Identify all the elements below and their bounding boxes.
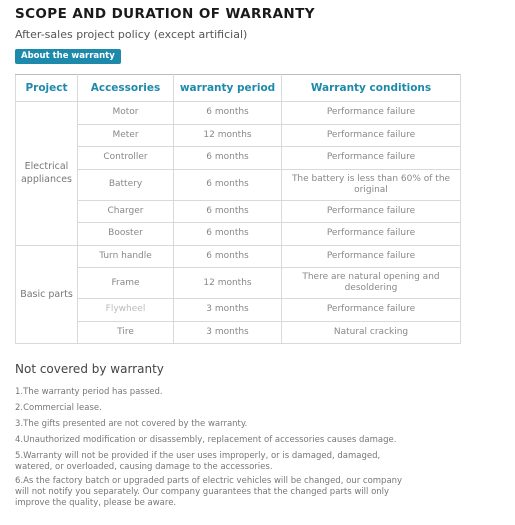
condition-cell: Performance failure xyxy=(282,223,461,246)
condition-cell: The battery is less than 60% of the original xyxy=(282,169,461,200)
list-item: 4.Unauthorized modification or disassembly, replacement of accessories causes damage. xyxy=(15,435,397,445)
accessory-cell: Motor xyxy=(78,102,174,125)
table-row xyxy=(16,223,461,246)
table-row xyxy=(16,147,461,170)
table-row xyxy=(16,245,461,268)
accessory-cell: Battery xyxy=(78,169,174,200)
table-row xyxy=(16,200,461,223)
period-cell: 12 months xyxy=(174,124,282,147)
page-title: SCOPE AND DURATION OF WARRANTY xyxy=(15,6,315,22)
column-header-project: Project xyxy=(16,75,78,102)
accessory-cell: Booster xyxy=(78,223,174,246)
condition-cell: Performance failure xyxy=(282,299,461,322)
accessory-cell: Meter xyxy=(78,124,174,147)
period-cell: 6 months xyxy=(174,245,282,268)
period-cell: 6 months xyxy=(174,223,282,246)
list-item: 5.Warranty will not be provided if the user uses improperly, or is damaged, damaged, watered, or overloaded, causing damage to the accessories. xyxy=(15,451,381,472)
accessory-cell: Flywheel xyxy=(78,299,174,322)
period-cell: 6 months xyxy=(174,147,282,170)
warranty-table xyxy=(15,74,461,344)
column-header-accessories: Accessories xyxy=(78,75,174,102)
list-item: 1.The warranty period has passed. xyxy=(15,387,163,397)
condition-cell: Performance failure xyxy=(282,124,461,147)
about-warranty-badge: About the warranty xyxy=(15,49,121,64)
accessory-cell: Tire xyxy=(78,321,174,344)
condition-cell: Performance failure xyxy=(282,200,461,223)
period-cell: 6 months xyxy=(174,102,282,125)
accessory-cell: Turn handle xyxy=(78,245,174,268)
table-row xyxy=(16,268,461,299)
accessory-cell: Charger xyxy=(78,200,174,223)
period-cell: 6 months xyxy=(174,200,282,223)
period-cell: 3 months xyxy=(174,321,282,344)
table-row xyxy=(16,102,461,125)
column-header-warranty-conditions: Warranty conditions xyxy=(282,75,461,102)
table-row xyxy=(16,321,461,344)
condition-cell: Performance failure xyxy=(282,147,461,170)
column-header-warranty-period: warranty period xyxy=(174,75,282,102)
list-item: 2.Commercial lease. xyxy=(15,403,102,413)
accessory-cell: Frame xyxy=(78,268,174,299)
table-header-row xyxy=(16,75,461,102)
list-item: 3.The gifts presented are not covered by the warranty. xyxy=(15,419,248,429)
period-cell: 12 months xyxy=(174,268,282,299)
project-cell-basic-parts: Basic parts xyxy=(16,245,78,344)
table-row xyxy=(16,124,461,147)
table-row xyxy=(16,299,461,322)
condition-cell: Performance failure xyxy=(282,102,461,125)
not-covered-list xyxy=(15,387,410,512)
page-subtitle: After-sales project policy (except artificial) xyxy=(15,28,248,41)
accessory-cell: Controller xyxy=(78,147,174,170)
project-cell-electrical: Electrical appliances xyxy=(16,102,78,246)
list-item: 6.As the factory batch or upgraded parts of electric vehicles will be changed, our company will not notify you separately. Our company guarantees that the changed parts will only improve the quality, please be aware. xyxy=(15,476,403,508)
condition-cell: Natural cracking xyxy=(282,321,461,344)
condition-cell: There are natural opening and desoldering xyxy=(282,268,461,299)
condition-cell: Performance failure xyxy=(282,245,461,268)
not-covered-title: Not covered by warranty xyxy=(15,362,164,376)
period-cell: 6 months xyxy=(174,169,282,200)
period-cell: 3 months xyxy=(174,299,282,322)
table-row xyxy=(16,169,461,200)
